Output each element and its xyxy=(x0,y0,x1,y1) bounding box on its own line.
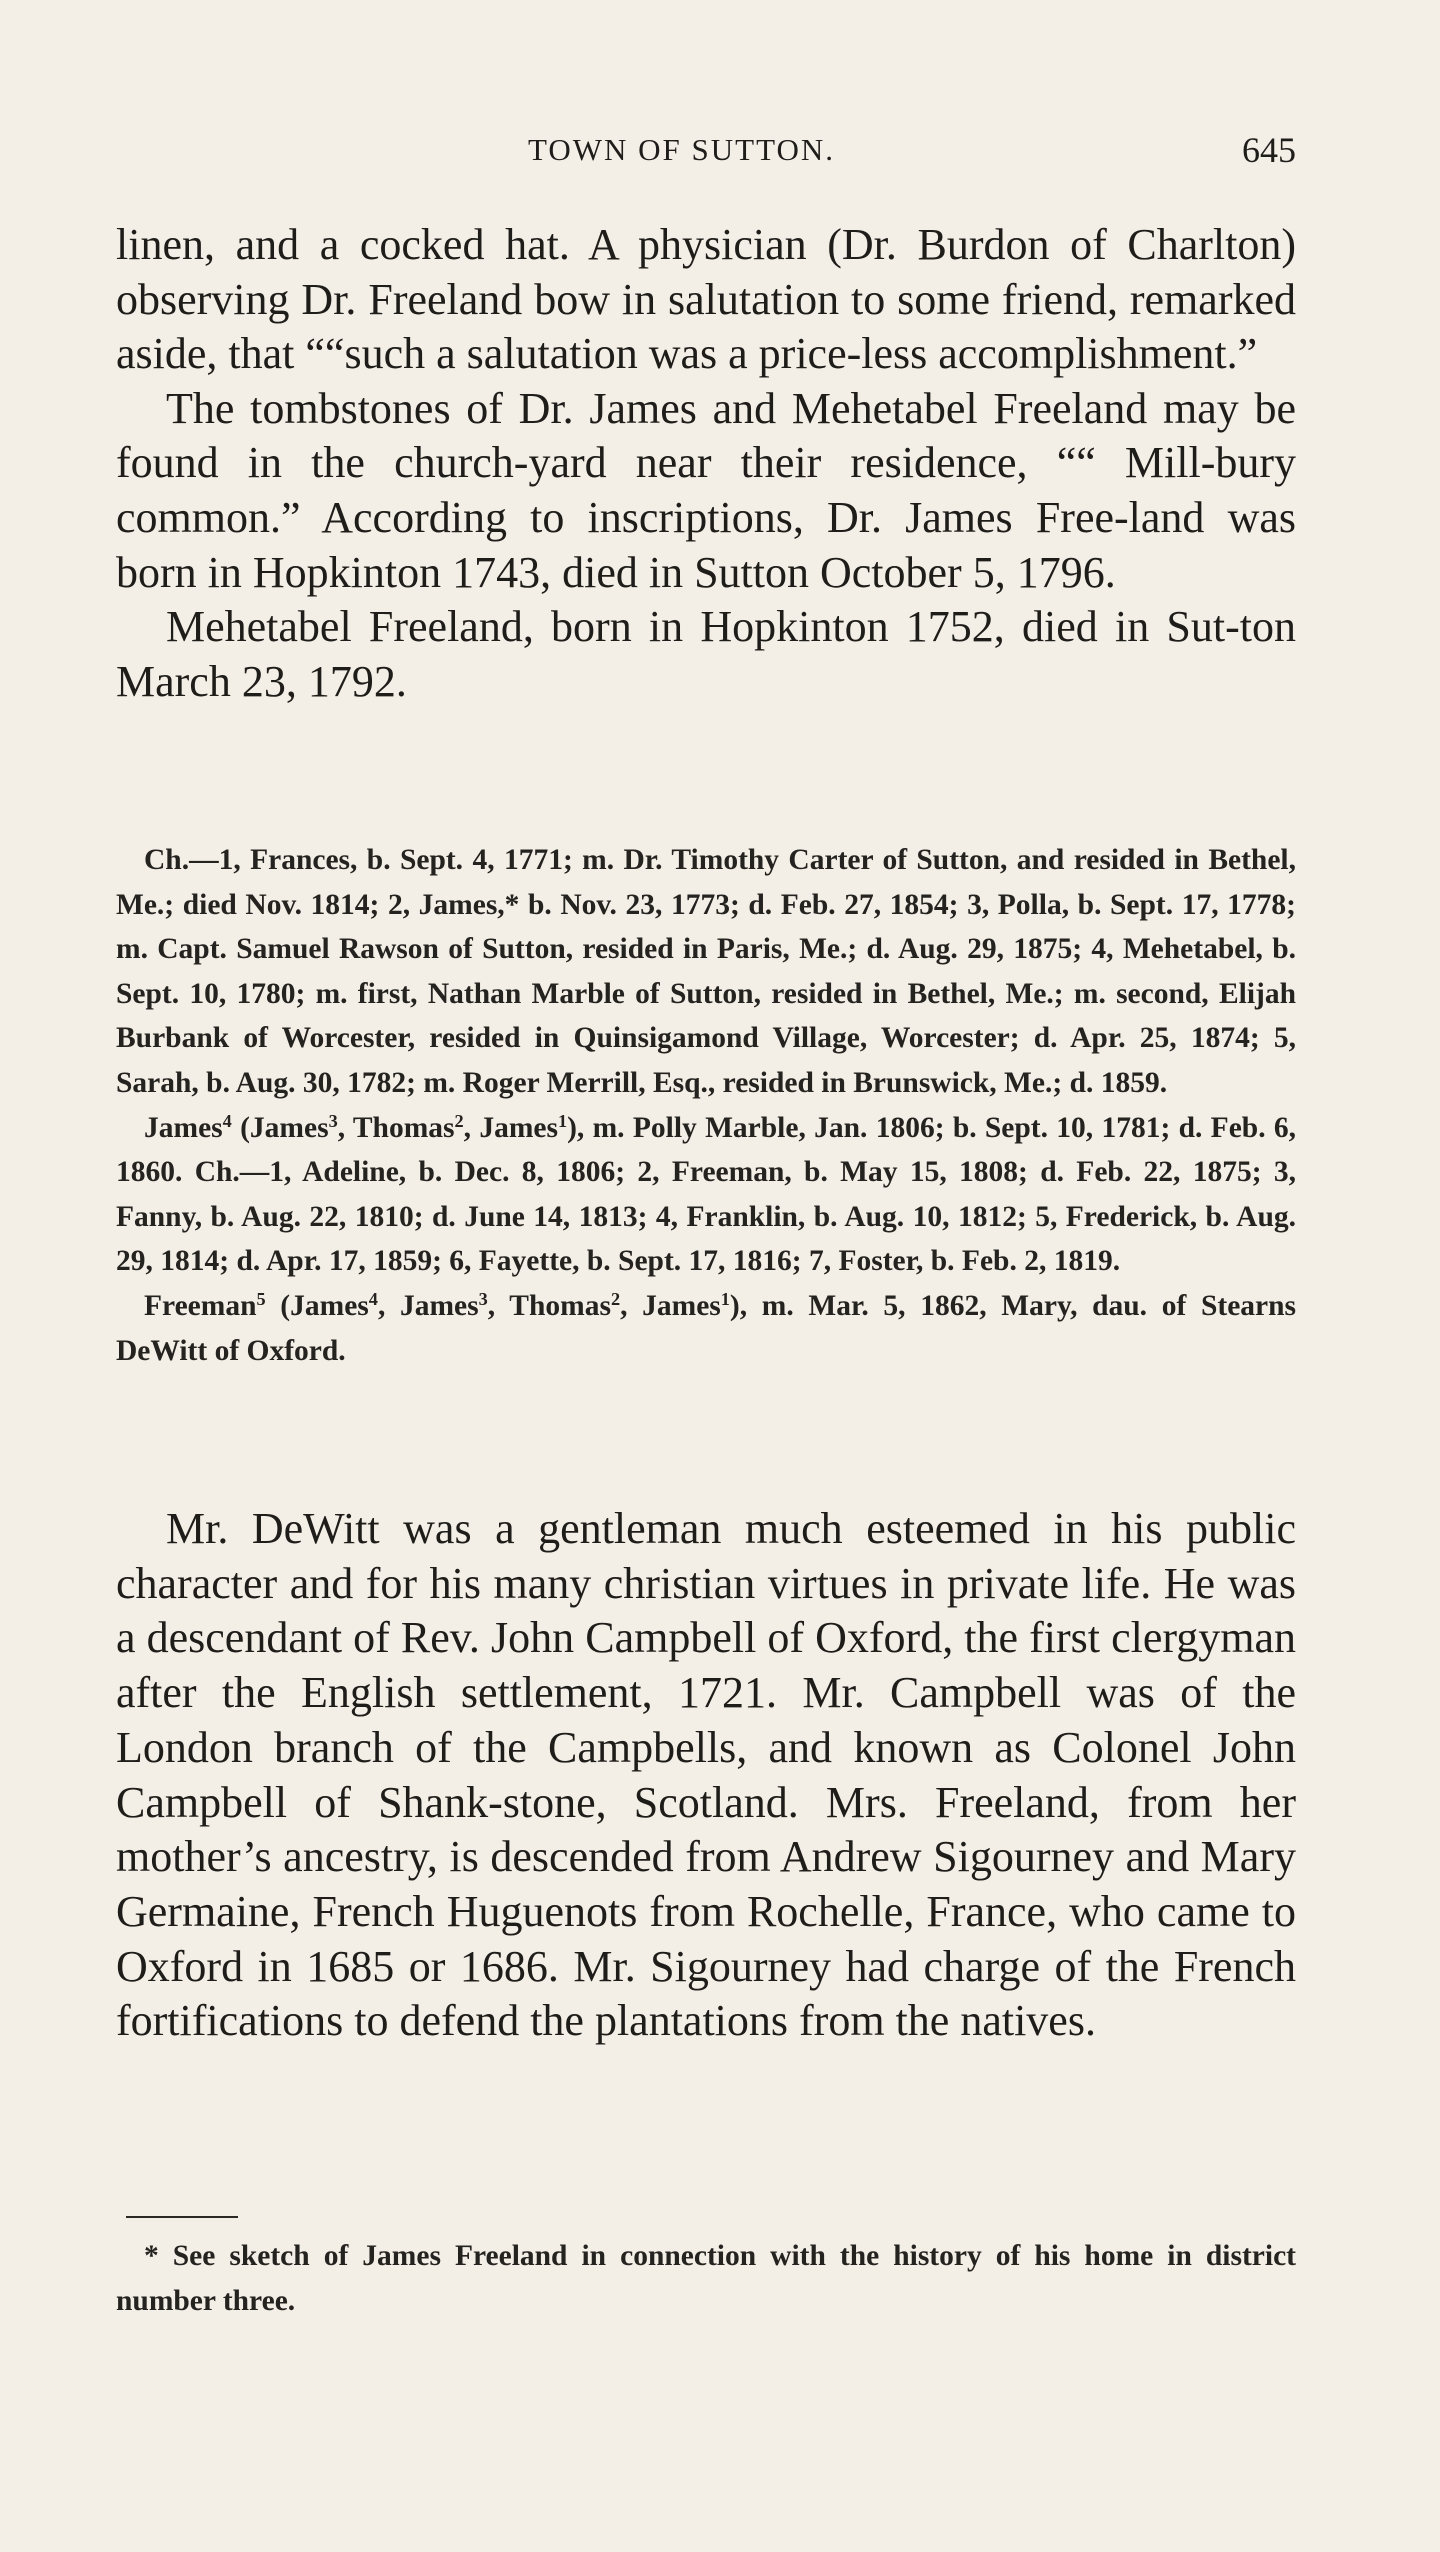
paragraph-mehetabel: Mehetabel Freeland, born in Hopkinton 1752, died in Sut-ton March 23, 1792. xyxy=(116,602,1296,706)
entry-details: m. Polly Marble, Jan. 1806; b. Sept. 10, 1781; d. Feb. 6, 1860. Ch.—1, Adeline, b. Dec. 8, 1806; 2, Freeman, b. May 15, 1808; d. Feb. 22, 1875; 3, Fanny, b. Aug. 22, 1810; d. June 14, 1813; 4, Franklin, b. Aug. 10, 1812; 5, Frederick, b. Aug. 29, 1814; d. Apr. 17, 1859; 6, Fayette, b. Sept. 17, 1816; 7, Foster, b. Feb. 2, 1819. xyxy=(116,1111,1296,1278)
paragraph-dewitt: Mr. DeWitt was a gentleman much esteemed in his public character and for his many christian virtues in private life. He was a descendant of Rev. John Campbell of Oxford, the first clergyman after the English settlement, 1721. Mr. Campbell was of the London branch of the Campbells, and known as Colonel John Campbell of Shank-stone, Scotland. Mrs. Freeland, from her mother’s ancestry, is descended from Andrew Sigourney and Mary Germaine, French Huguenots from Rochelle, France, who came to Oxford in 1685 or 1686. Mr. Sigourney had charge of the French fortifications to defend the plantations from the natives. xyxy=(116,1504,1296,2046)
entry-details: m. Mar. 5, 1862, Mary, dau. of Stearns DeWitt of Oxford. xyxy=(116,1289,1297,1367)
body-text-upper xyxy=(116,218,1296,709)
generation-number: 1 xyxy=(557,1110,568,1131)
body-text-lower xyxy=(116,1502,1296,2049)
generation-number: 3 xyxy=(328,1110,338,1131)
ancestor-name: James xyxy=(479,1111,558,1144)
genealogy-block xyxy=(116,838,1296,1373)
ancestor-name: Thomas xyxy=(352,1111,455,1144)
running-title: TOWN OF SUTTON. xyxy=(528,132,836,167)
paragraph-tombstones: The tombstones of Dr. James and Mehetabel Freeland may be found in the church-yard near their residence, ““ Mill-bury common.” According to inscriptions, Dr. James Free-land was born in Hopkinton 1743, died in Sutton October 5, 1796. xyxy=(116,383,1296,597)
ancestor-name: James xyxy=(399,1289,479,1322)
generation-number: 2 xyxy=(454,1110,464,1131)
running-head xyxy=(116,128,1296,172)
ancestor-name: James xyxy=(249,1111,329,1144)
generation-number: 2 xyxy=(610,1288,621,1309)
footnote xyxy=(116,2234,1296,2323)
genealogy-freeman-entry: Freeman$^5$ (James$^4$, James$^3$, Thomas$^2$, James$^1$), m. Mar. 5, 1862, Mary, dau. of Stearns DeWitt of Oxford. xyxy=(116,1288,1297,1367)
footnote-divider xyxy=(126,2216,238,2218)
generation-number: 4 xyxy=(222,1110,232,1131)
ancestor-name: James xyxy=(642,1289,721,1322)
generation-number: 3 xyxy=(478,1288,488,1309)
generation-number: 1 xyxy=(720,1288,730,1309)
ancestor-name: Thomas xyxy=(509,1289,611,1322)
ancestor-name: James xyxy=(290,1289,369,1322)
entry-name: James xyxy=(144,1111,223,1144)
paragraph-physician-anecdote: linen, and a cocked hat. A physician (Dr. Burdon of Charlton) observing Dr. Freeland bow in salutation to some friend, remarked aside, that ““such a salutation was a price-less accomplishment.” xyxy=(116,220,1296,379)
generation-number: 4 xyxy=(368,1288,378,1309)
page-number: 645 xyxy=(1242,130,1296,170)
genealogy-james-entry: James$^4$ (James$^3$, Thomas$^2$, James$^1$), m. Polly Marble, Jan. 1806; b. Sept. 10, 1781; d. Feb. 6, 1860. Ch.—1, Adeline, b. Dec. 8, 1806; 2, Freeman, b. May 15, 1808; d. Feb. 22, 1875; 3, Fanny, b. Aug. 22, 1810; d. June 14, 1813; 4, Franklin, b. Aug. 10, 1812; 5, Frederick, b. Aug. 29, 1814; d. Apr. 17, 1859; 6, Fayette, b. Sept. 17, 1816; 7, Foster, b. Feb. 2, 1819. xyxy=(116,1110,1296,1278)
entry-name: Freeman xyxy=(144,1289,257,1322)
generation-number: 5 xyxy=(256,1288,266,1309)
genealogy-children-list: Ch.—1, Frances, b. Sept. 4, 1771; m. Dr. Timothy Carter of Sutton, and resided in Bethel, Me.; died Nov. 1814; 2, James,* b. Nov. 23, 1773; d. Feb. 27, 1854; 3, Polla, b. Sept. 17, 1778; m. Capt. Samuel Rawson of Sutton, resided in Paris, Me.; d. Aug. 29, 1875; 4, Mehetabel, b. Sept. 10, 1780; m. first, Nathan Marble of Sutton, resided in Bethel, Me.; m. second, Elijah Burbank of Worcester, resided in Quinsigamond Village, Worcester; d. Apr. 25, 1874; 5, Sarah, b. Aug. 30, 1782; m. Roger Merrill, Esq., resided in Brunswick, Me.; d. 1859. xyxy=(116,844,1296,1099)
footnote-text: * See sketch of James Freeland in connection with the history of his home in district number three. xyxy=(116,2240,1296,2317)
